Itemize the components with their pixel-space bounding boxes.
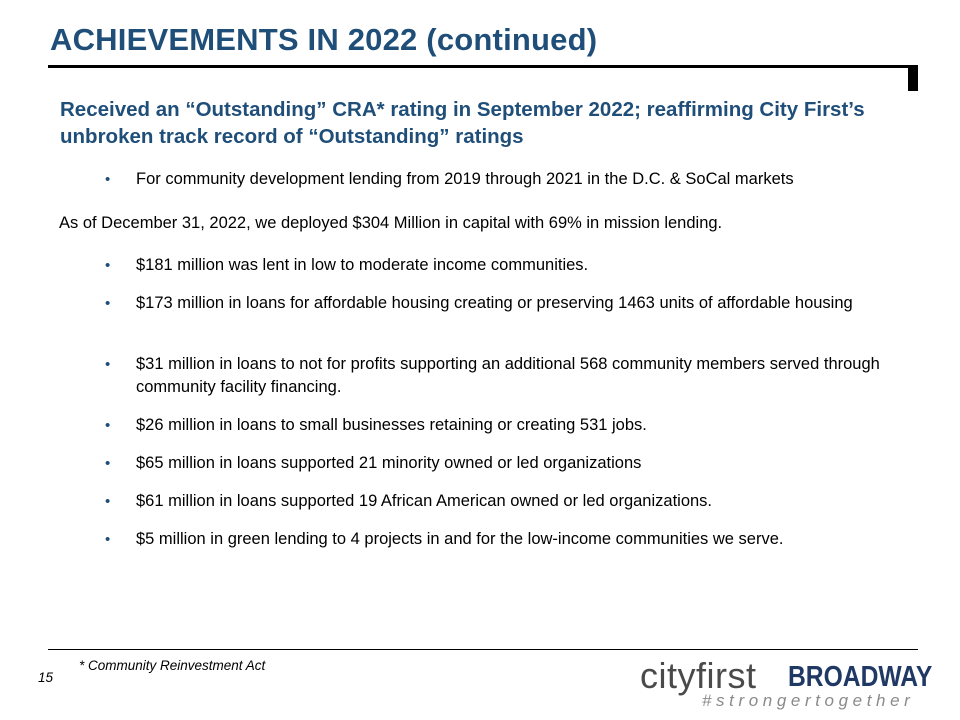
bullet-dot: •: [105, 257, 111, 274]
bullet-dot: •: [105, 295, 111, 312]
bullet-item: [105, 414, 885, 437]
title-divider-tab: [908, 65, 918, 91]
logo-broadway-text: BROADWAY: [788, 661, 933, 693]
top-bullet-item: [105, 168, 885, 191]
bullet-item: [105, 254, 885, 277]
bullet-item: [105, 292, 885, 315]
bullet-item: [105, 452, 885, 475]
bullet-item: [105, 353, 885, 399]
bullet-text: $65 million in loans supported 21 minority owned or led organizations: [136, 454, 642, 472]
logo-tagline: #strongertogether: [702, 691, 915, 710]
bullet-text: $26 million in loans to small businesses retaining or creating 531 jobs.: [136, 416, 647, 434]
bullet-dot: •: [105, 356, 111, 373]
bullet-text: $181 million was lent in low to moderate income communities.: [136, 256, 589, 274]
footer-divider: [48, 649, 918, 650]
summary-text: As of December 31, 2022, we deployed $304 Million in capital with 69% in mission lending.: [59, 214, 723, 232]
company-logo: [640, 655, 933, 712]
bullet-dot: •: [105, 171, 111, 188]
bullet-dot: •: [105, 493, 111, 510]
footnote: * Community Reinvestment Act: [79, 658, 266, 673]
slide-title: ACHIEVEMENTS IN 2022 (continued): [50, 22, 598, 57]
title-divider: [48, 65, 918, 68]
bullet-dot: •: [105, 417, 111, 434]
bullet-text: $5 million in green lending to 4 projects in and for the low-income communities we serve.: [136, 530, 784, 548]
bullet-text: For community development lending from 2019 through 2021 in the D.C. & SoCal markets: [136, 170, 794, 188]
bullet-text: $31 million in loans to not for profits supporting an additional 568 community members served through community facility financing.: [136, 355, 880, 396]
bullet-item: [105, 490, 885, 513]
page-number: 15: [38, 670, 54, 685]
slide-subtitle: Received an “Outstanding” CRA* rating in September 2022; reaffirming City First’s unbroken track record of “Outstanding” ratings: [60, 98, 865, 148]
bullet-text: $173 million in loans for affordable housing creating or preserving 1463 units of affordable housing: [136, 294, 853, 312]
bullet-item: [105, 528, 885, 551]
bullet-dot: •: [105, 455, 111, 472]
logo-city-text: cityfirst: [640, 655, 757, 696]
bullet-dot: •: [105, 531, 111, 548]
bullet-text: $61 million in loans supported 19 African American owned or led organizations.: [136, 492, 713, 510]
